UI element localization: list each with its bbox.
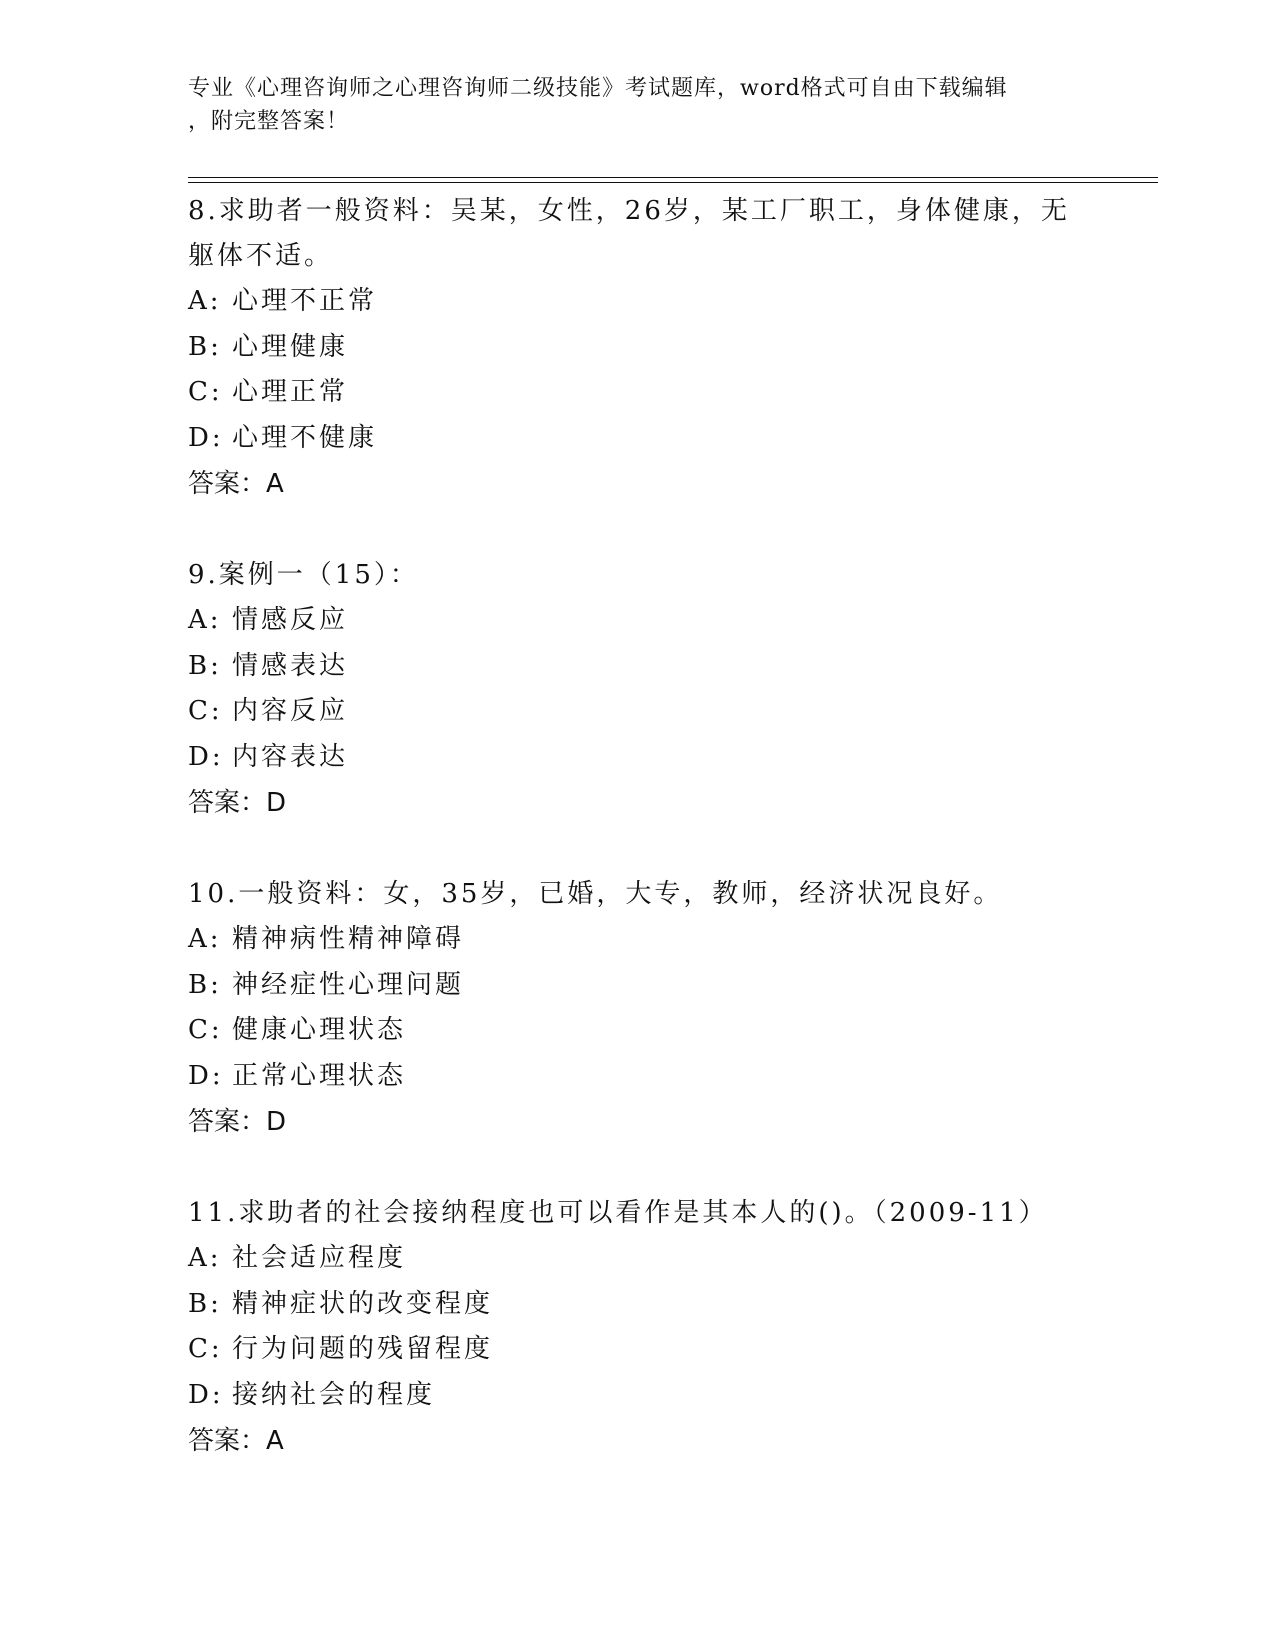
question-stem: 11.求助者的社会接纳程度也可以看作是其本人的()。（2009-11） (188, 1198, 1048, 1228)
option-c (188, 1327, 1088, 1373)
option-d (188, 1054, 1088, 1100)
option-letter: D: (188, 1060, 224, 1091)
question-stem: 10.一般资料：女，35岁，已婚，大专，教师，经济状况良好。 (188, 879, 1003, 909)
option-text: 情感反应 (232, 605, 349, 635)
document-header (188, 72, 1088, 138)
option-c (188, 370, 1088, 416)
question-10 (188, 872, 1088, 1145)
question-11 (188, 1191, 1088, 1464)
option-b (188, 325, 1088, 371)
answer-line: 答案：D (188, 1107, 287, 1137)
header-divider-top (188, 177, 1158, 178)
header-line-2: ，附完整答案！ (188, 109, 350, 134)
option-letter: A: (188, 605, 222, 635)
header-line-1: 专业《心理咨询师之心理咨询师二级技能》考试题库，word格式可自由下载编辑 (188, 76, 1008, 101)
option-letter: D: (188, 741, 224, 772)
option-letter: B: (188, 650, 222, 681)
answer-line: 答案：A (188, 1426, 284, 1456)
option-text: 心理健康 (232, 331, 349, 362)
question-list (188, 189, 1088, 1510)
option-letter: D: (188, 1379, 224, 1410)
question-8 (188, 189, 1088, 507)
option-a (188, 598, 1088, 644)
option-c (188, 1008, 1088, 1054)
question-stem-continued: 躯体不适。 (188, 241, 334, 271)
option-text: 健康心理状态 (232, 1015, 407, 1045)
option-a (188, 1236, 1088, 1282)
option-letter: B: (188, 1288, 222, 1319)
option-d (188, 735, 1088, 781)
question-9 (188, 553, 1088, 826)
option-b (188, 644, 1088, 690)
option-letter: A: (188, 924, 222, 954)
option-a (188, 917, 1088, 963)
option-b (188, 963, 1088, 1009)
option-text: 接纳社会的程度 (232, 1379, 436, 1410)
option-letter: A: (188, 1243, 222, 1273)
question-stem: 8.求助者一般资料：吴某，女性，26岁，某工厂职工，身体健康，无 (188, 196, 1070, 226)
option-letter: C: (188, 1334, 223, 1364)
option-text: 心理不健康 (232, 422, 378, 453)
option-text: 行为问题的残留程度 (232, 1334, 494, 1364)
option-c (188, 689, 1088, 735)
answer-line: 答案：A (188, 469, 284, 499)
option-text: 内容表达 (232, 741, 349, 772)
option-a (188, 279, 1088, 325)
option-text: 内容反应 (232, 696, 349, 726)
option-letter: C: (188, 696, 223, 726)
option-text: 心理不正常 (232, 286, 378, 316)
option-letter: C: (188, 1015, 223, 1045)
option-text: 情感表达 (232, 650, 349, 681)
option-text: 精神病性精神障碍 (232, 924, 465, 954)
answer-line: 答案：D (188, 788, 287, 818)
option-letter: B: (188, 969, 222, 1000)
option-text: 神经症性心理问题 (232, 969, 465, 1000)
question-stem: 9.案例一（15）： (188, 560, 419, 590)
header-divider-bottom (188, 182, 1158, 183)
option-letter: B: (188, 331, 222, 362)
option-d (188, 416, 1088, 462)
option-letter: D: (188, 422, 224, 453)
option-text: 正常心理状态 (232, 1060, 407, 1091)
option-text: 精神症状的改变程度 (232, 1288, 494, 1319)
option-text: 心理正常 (232, 377, 349, 407)
option-letter: A: (188, 286, 222, 316)
option-letter: C: (188, 377, 223, 407)
option-text: 社会适应程度 (232, 1243, 407, 1273)
option-d (188, 1373, 1088, 1419)
option-b (188, 1282, 1088, 1328)
